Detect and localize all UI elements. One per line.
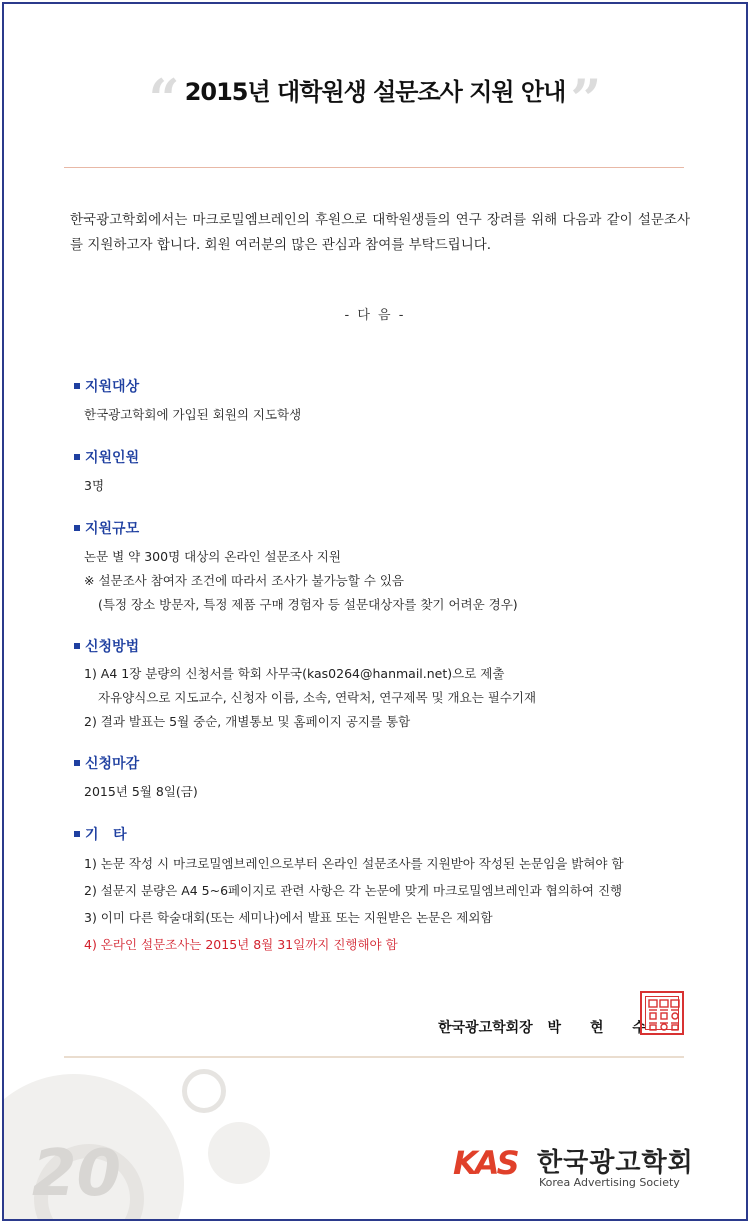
page-title: 2015년 대학원생 설문조사 지원 안내 — [184, 78, 566, 106]
bullet-square-icon — [74, 831, 80, 837]
section-etc-line-4-highlight: 4) 온라인 설문조사는 2015년 8월 31일까지 진행해야 함 — [84, 937, 398, 952]
section-heading-deadline: 신청마감 — [74, 753, 139, 773]
bullet-square-icon — [74, 760, 80, 766]
bullet-square-icon — [74, 454, 80, 460]
section-deadline-line-1: 2015년 5월 8일(금) — [84, 784, 198, 799]
section-apply-line-1: 1) A4 1장 분량의 신청서를 학회 사무국(kas0264@hanmail.net)으로 제출 — [84, 666, 505, 681]
title-block — [4, 67, 746, 131]
section-heading-scale: 지원규모 — [74, 518, 139, 538]
signature-block — [438, 1017, 658, 1037]
bullet-square-icon — [74, 643, 80, 649]
top-divider — [64, 167, 684, 168]
section-apply-line-2: 자유양식으로 지도교수, 신청자 이름, 소속, 연락처, 연구제목 및 개요는 필수기재 — [98, 690, 537, 705]
section-heading-count: 지원인원 — [74, 447, 139, 467]
bullet-square-icon — [74, 525, 80, 531]
seal-inner-border — [645, 996, 679, 1030]
document-frame — [2, 2, 748, 1221]
section-heading-target: 지원대상 — [74, 376, 139, 396]
logo-mark-kas: KAS — [453, 1144, 517, 1182]
official-seal-stamp — [640, 991, 684, 1035]
seal-glyphs-icon — [646, 997, 682, 1033]
close-quote-mark: ” — [570, 67, 602, 131]
section-heading-apply: 신청방법 — [74, 636, 139, 656]
open-quote-mark: “ — [148, 67, 180, 131]
signature-name: 박 현 수 — [547, 1020, 658, 1036]
section-apply-line-3: 2) 결과 발표는 5월 중순, 개별통보 및 홈페이지 공지를 통함 — [84, 714, 411, 729]
section-target-line-1: 한국광고학회에 가입된 회원의 지도학생 — [84, 407, 302, 422]
section-count-line-1: 3명 — [84, 478, 105, 493]
section-scale-line-1: 논문 별 약 300명 대상의 온라인 설문조사 지원 — [84, 549, 341, 564]
section-scale-line-3: (특정 장소 방문자, 특정 제품 구매 경험자 등 설문대상자를 찾기 어려운 경우) — [98, 597, 518, 612]
decor-anniversary-number: 20 — [32, 1137, 122, 1211]
section-etc-line-2: 2) 설문지 분량은 A4 5~6페이지로 관련 사항은 각 논문에 맞게 마크로밀엠브레인과 협의하여 진행 — [84, 883, 623, 898]
bullet-square-icon — [74, 383, 80, 389]
decor-ring-small — [182, 1069, 226, 1113]
details-marker: - 다 음 - — [344, 308, 406, 323]
decor-circle-medium — [208, 1122, 270, 1184]
section-etc-line-1: 1) 논문 작성 시 마크로밀엠브레인으로부터 온라인 설문조사를 지원받아 작성된 논문임을 밝혀야 함 — [84, 856, 624, 871]
bottom-divider — [64, 1056, 684, 1058]
section-scale-line-2: ※ 설문조사 참여자 조건에 따라서 조사가 불가능할 수 있음 — [84, 573, 404, 588]
intro-paragraph: 한국광고학회에서는 마크로밀엠브레인의 후원으로 대학원생들의 연구 장려를 위해 다음과 같이 설문조사를 지원하고자 합니다. 회원 여러분의 많은 관심과 참여를 부탁드립니다. — [70, 212, 690, 253]
logo-korean-name: 한국광고학회 — [537, 1148, 694, 1178]
section-heading-etc: 기 타 — [74, 824, 127, 844]
signature-role: 한국광고학회장 — [438, 1020, 533, 1036]
section-etc-line-3: 3) 이미 다른 학술대회(또는 세미나)에서 발표 또는 지원받은 논문은 제외함 — [84, 910, 493, 925]
logo-english-name: Korea Advertising Society — [539, 1176, 680, 1189]
